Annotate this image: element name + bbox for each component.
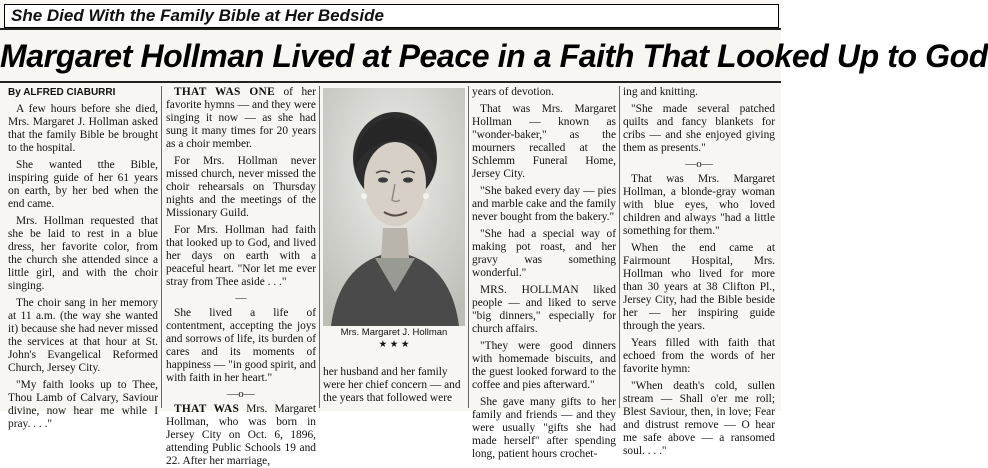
column-divider: [619, 86, 620, 408]
article-column-3-continuation: her husband and her family were her chief concern — and the years that followed were: [323, 366, 461, 404]
paragraph: MRS. HOLLMAN liked people — and liked to serve "big dinners," especially for church affairs.: [472, 284, 616, 335]
lead-caps: THAT WAS ONE: [174, 86, 275, 98]
kicker-banner: [4, 4, 779, 28]
paragraph: [166, 403, 316, 468]
paragraph: "They were good dinners with homemade biscuits, and the guest looked forward to the coffee and pies afterward.": [472, 340, 616, 391]
paragraph: "She made several patched quilts and fancy blankets for cribs — and she enjoyed giving them as presents.": [623, 103, 775, 154]
paragraph: She lived a life of contentment, accepting the joys and sorrows of life, its burden of cares and its moments of happiness — "in good spirit, and with faith in her heart.": [166, 307, 316, 384]
photo-caption: [323, 327, 465, 351]
lead-caps: THAT WAS: [174, 403, 240, 415]
paragraph: Mrs. Hollman requested that she be laid to rest in a blue dress, her favorite color, from the church she attended since a little girl, and with the choir singing.: [8, 215, 158, 292]
section-separator: —: [235, 292, 247, 304]
portrait-image: [323, 88, 465, 326]
column-divider: [468, 86, 469, 408]
paragraph: For Mrs. Hollman never missed church, never missed the choir rehearsals on Thursday nights and the meetings of the Missionary Guild.: [166, 155, 316, 219]
article-column-2: [166, 86, 316, 467]
paragraph: That was Mrs. Margaret Hollman — known as "wonder-baker," as the mourners recalled at the Schlemm Funeral Home, Jersey City.: [472, 103, 616, 180]
paragraph: "She baked every day — pies and marble cake and the family never bought from the bakery.": [472, 185, 616, 223]
paragraph: [166, 86, 316, 151]
kicker-text: She Died With the Family Bible at Her Bedside: [11, 6, 384, 25]
paragraph: She gave many gifts to her family and friends — and they were usually "gifts she had made herself" after spending long, patient hours crochet-: [472, 396, 616, 460]
article-column-1: [8, 86, 158, 430]
caption-text: Mrs. Margaret J. Hollman: [340, 327, 448, 338]
paragraph: The choir sang in her memory at 11 a.m. (the way she wanted it) because she had never missed the services at that hour at St. John's Evangelical Reformed Church, Jersey City.: [8, 297, 158, 374]
section-separator: —o—: [227, 388, 255, 400]
paragraph: Years filled with faith that echoed from the words of her favorite hymn:: [623, 337, 775, 375]
paragraph-text: Mrs. Margaret Hollman, who was born in Jersey City on Oct. 6, 1896, attending Public Schools 19 and 22. After her marriage,: [166, 403, 316, 467]
paragraph: She wanted tthe Bible, inspiring guide of her 61 years on earth, by her bed when the end came.: [8, 159, 158, 210]
paragraph: "She had a special way of making pot roast, and her gravy was something wonderful.": [472, 228, 616, 279]
column-divider: [161, 86, 162, 408]
paragraph: years of devotion.: [472, 86, 554, 98]
byline: By ALFRED CIABURRI: [8, 87, 116, 98]
column-divider: [319, 86, 320, 408]
paragraph: When the end came at Fairmount Hospital, Mrs. Hollman who lived for more than 30 years at 38 Clifton Pl., Jersey City, had the Bible beside her — her inspiring guide through the years.: [623, 242, 775, 332]
paragraph: "My faith looks up to Thee, Thou Lamb of Calvary, Saviour divine, now hear me while I pray. . . .": [8, 379, 158, 430]
headline-bottom-rule: [0, 81, 781, 83]
caption-stars: ★ ★ ★: [378, 339, 410, 350]
paragraph-text: of her favorite hymns — and they were singing it now — as she had sung it many times for 20 years as a choir member.: [166, 86, 316, 150]
article-column-5: [623, 86, 775, 457]
paragraph: For Mrs. Hollman had faith that looked up to God, and lived her days on earth with a peaceful heart. "Nor let me ever stray from Thee aside . . .": [166, 224, 316, 288]
article-column-4: [472, 86, 616, 460]
portrait-photo: [323, 88, 465, 326]
paragraph: A few hours before she died, Mrs. Margaret J. Hollman asked that the family Bible be brought to the hospital.: [8, 103, 158, 154]
paragraph: "When death's cold, sullen stream — Shall o'er me roll; Blest Saviour, then, in love; Fear and distrust remove — O hear me safe above — a ransomed soul. . . .": [623, 380, 775, 457]
paragraph: ing and knitting.: [623, 86, 698, 98]
paragraph: That was Mrs. Margaret Hollman, a blonde-gray woman with blue eyes, who loved children and always "had a little something for them.": [623, 173, 775, 237]
headline: Margaret Hollman Lived at Peace in a Faith That Looked Up to God: [0, 38, 988, 74]
section-separator: —o—: [685, 158, 713, 170]
